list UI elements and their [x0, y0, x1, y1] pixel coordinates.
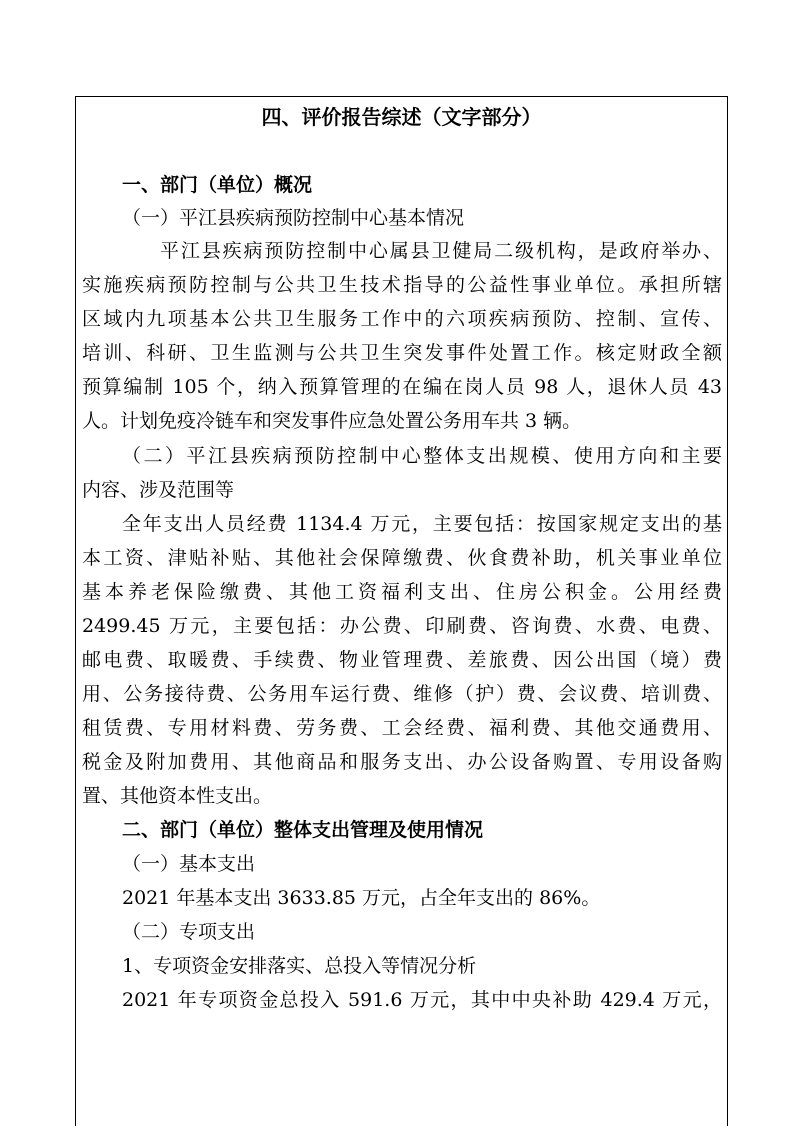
paragraph-line: 预算编制 105 个，纳入预算管理的在编在岗人员 98 人，退休人员 43	[82, 376, 722, 398]
paragraph-line: 实施疾病预防控制与公共卫生技术指导的公益性事业单位。承担所辖	[82, 274, 722, 296]
paragraph-line: 基本养老保险缴费、其他工资福利支出、住房公积金。公用经费	[82, 581, 722, 603]
paragraph-line: 2021 年专项资金总投入 591.6 万元，其中中央补助 429.4 万元，	[122, 989, 722, 1011]
paragraph-line: 邮电费、取暖费、手续费、物业管理费、差旅费、因公出国（境）费	[82, 649, 722, 671]
paragraph-line: 租赁费、专用材料费、劳务费、工会经费、福利费、其他交通费用、	[82, 717, 722, 739]
heading-2: 二、部门（单位）整体支出管理及使用情况	[122, 819, 484, 841]
paragraph-line: 用、公务接待费、公务用车运行费、维修（护）费、会议费、培训费、	[82, 683, 722, 705]
paragraph-line: 平江县疾病预防控制中心属县卫健局二级机构，是政府举办、	[160, 240, 722, 262]
paragraph-line: 置、其他资本性支出。	[82, 785, 273, 807]
paragraph-line: 2499.45 万元，主要包括：办公费、印刷费、咨询费、水费、电费、	[82, 615, 722, 637]
heading-1: 一、部门（单位）概况	[122, 174, 313, 196]
paragraph-line: 区域内九项基本公共卫生服务工作中的六项疾病预防、控制、宣传、	[82, 308, 722, 330]
paragraph-line: 本工资、津贴补贴、其他社会保障缴费、伙食费补助，机关事业单位	[82, 547, 722, 569]
subheading-1-2-cont: 内容、涉及范围等	[82, 479, 235, 501]
paragraph-line: 人。计划免疫冷链车和突发事件应急处置公务用车共 3 辆。	[82, 410, 582, 432]
subheading-1-2: （二）平江县疾病预防控制中心整体支出规模、使用方向和主要	[122, 445, 722, 467]
paragraph-line: 全年支出人员经费 1134.4 万元，主要包括：按国家规定支出的基	[122, 513, 722, 535]
subheading-2-1: （一）基本支出	[122, 853, 256, 875]
paragraph-line: 2021 年基本支出 3633.85 万元，占全年支出的 86%。	[122, 887, 601, 909]
subheading-2-2: （二）专项支出	[122, 921, 256, 943]
subheading-2-2-1: 1、专项资金安排落实、总投入等情况分析	[122, 955, 477, 977]
paragraph-line: 培训、科研、卫生监测与公共卫生突发事件处置工作。核定财政全额	[82, 342, 722, 364]
subheading-1-1: （一）平江县疾病预防控制中心基本情况	[122, 207, 465, 229]
section-title: 四、评价报告综述（文字部分）	[261, 105, 542, 129]
paragraph-line: 税金及附加费用、其他商品和服务支出、办公设备购置、专用设备购	[82, 751, 722, 773]
